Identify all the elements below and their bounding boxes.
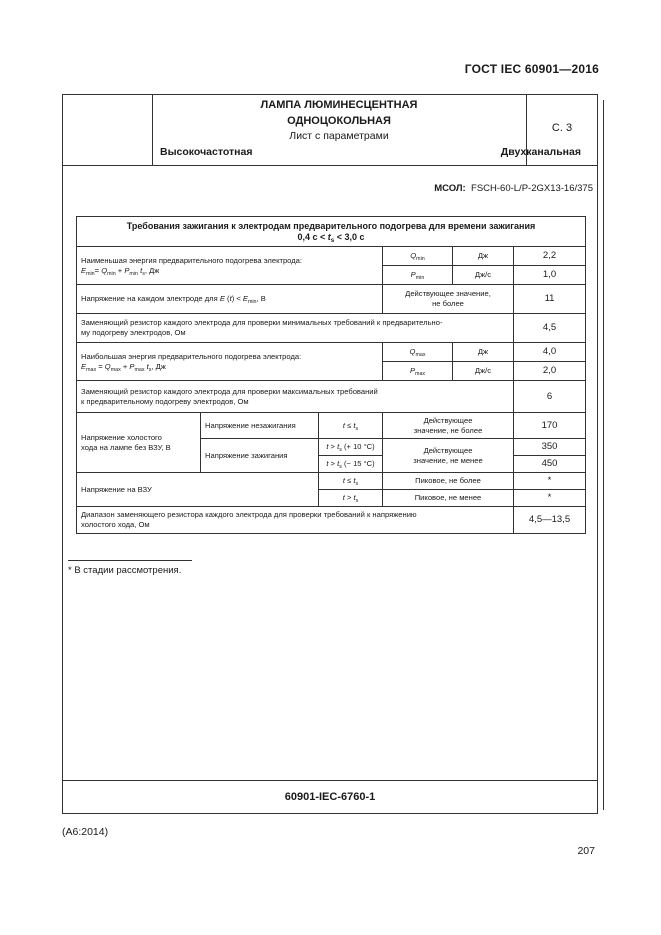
open-circuit-voltage-label: Напряжение холостого хода на лампе без ВЗУ, В — [77, 413, 201, 473]
vzu-condition-before: $t \le t_s$ — [319, 473, 383, 490]
ignition-value-cold: 450 — [514, 456, 586, 473]
sheet-title-line1: ЛАМПА ЛЮМИНЕСЦЕНТНАЯ — [260, 99, 418, 111]
resistor-range-value: 4,5—13,5 — [514, 507, 586, 534]
msol-designation — [434, 183, 593, 194]
p-max-value: 2,0 — [514, 362, 586, 381]
p-min-unit: Дж/с — [453, 266, 514, 285]
non-ignition-voltage-label: Напряжение незажигания — [201, 413, 319, 439]
page-number: 207 — [577, 845, 595, 857]
sheet-code: 60901-IEC-6760-1 — [284, 791, 376, 803]
non-ignition-value: 170 — [514, 413, 586, 439]
lamp-type-right: Двухканальная — [500, 146, 581, 158]
max-resistor-value: 6 — [514, 381, 586, 413]
vzu-peak-max-label: Пиковое, не более — [383, 473, 514, 490]
electrode-voltage-condition: Действующее значение, не более — [383, 285, 514, 314]
p-min-symbol: $P_{min}$ — [383, 266, 453, 285]
q-min-unit: Дж — [453, 247, 514, 266]
non-ignition-condition: $t \le t_s$ — [319, 413, 383, 439]
ignition-condition-cold: $t > t_s$ (− 15 °C) — [319, 456, 383, 473]
min-resistor-label: Заменяющий резистор каждого электрода для проверки минимальных требований к предварительно- му подогреву электродов, Ом — [77, 314, 514, 343]
p-min-value: 1,0 — [514, 266, 586, 285]
max-energy-label: Наибольшая энергия предварительного подогрева электрода: $E_{max} = Q_{max} + P_{max}$ $t_s$, Дж — [77, 343, 383, 381]
amendment-note: (А6:2014) — [62, 826, 109, 838]
vzu-peak-max-value: * — [514, 473, 586, 490]
table-title: Требования зажигания к электродам предварительного подогрева для времени зажигания 0,4 $с < t_s < 3,0$ с — [77, 217, 586, 247]
msol-label: МСОЛ: — [434, 183, 466, 194]
footnote-rule — [68, 560, 192, 561]
min-resistor-value: 4,5 — [514, 314, 586, 343]
q-max-unit: Дж — [453, 343, 514, 362]
min-energy-label: Наименьшая энергия предварительного подогрева электрода: $E_{min}= Q_{min} + P_{min}$ $t_s$, Дж — [77, 247, 383, 285]
margin-line — [603, 100, 604, 810]
vzu-condition-after: $t > t_s$ — [319, 490, 383, 507]
sheet-subtitle: Лист с параметрами — [289, 130, 389, 142]
p-max-unit: Дж/с — [453, 362, 514, 381]
non-ignition-value-type: Действующее значение, не более — [383, 413, 514, 439]
q-max-value: 4,0 — [514, 343, 586, 362]
ignition-requirements-table — [76, 216, 586, 534]
sheet-page-ref: С. 3 — [551, 122, 573, 134]
q-min-value: 2,2 — [514, 247, 586, 266]
resistor-range-label: Диапазон заменяющего резистора каждого электрода для проверки требований к напряжению холостого хода, Ом — [77, 507, 514, 534]
vzu-voltage-label: Напряжение на ВЗУ — [77, 473, 319, 507]
electrode-voltage-label: Напряжение на каждом электроде для E $(t) < E_{min}$, В — [77, 285, 383, 314]
ignition-condition-warm: $t > t_s$ (+ 10 °C) — [319, 439, 383, 456]
max-resistor-label: Заменяющий резистор каждого электрода для проверки максимальных требований к предварительному подогреву электродов, Ом — [77, 381, 514, 413]
vzu-peak-min-value: * — [514, 490, 586, 507]
frame-divider — [62, 780, 598, 781]
sheet-title-line2: ОДНОЦОКОЛЬНАЯ — [287, 115, 391, 127]
ignition-value-warm: 350 — [514, 439, 586, 456]
vzu-peak-min-label: Пиковое, не менее — [383, 490, 514, 507]
q-min-symbol: $Q_{min}$ — [383, 247, 453, 266]
ignition-voltage-label: Напряжение зажигания — [201, 439, 319, 473]
msol-value: FSCH-60-L/P-2GX13-16/375 — [471, 183, 593, 194]
q-max-symbol: $Q_{max}$ — [383, 343, 453, 362]
p-max-symbol: $P_{max}$ — [383, 362, 453, 381]
standard-number: ГОСТ IEC 60901—2016 — [464, 62, 599, 76]
ignition-value-type: Действующее значение, не менее — [383, 439, 514, 473]
footnote: * В стадии рассмотрения. — [68, 565, 182, 576]
frame-divider — [62, 165, 598, 166]
lamp-type-left: Высокочастотная — [160, 146, 253, 158]
electrode-voltage-value: 11 — [514, 285, 586, 314]
